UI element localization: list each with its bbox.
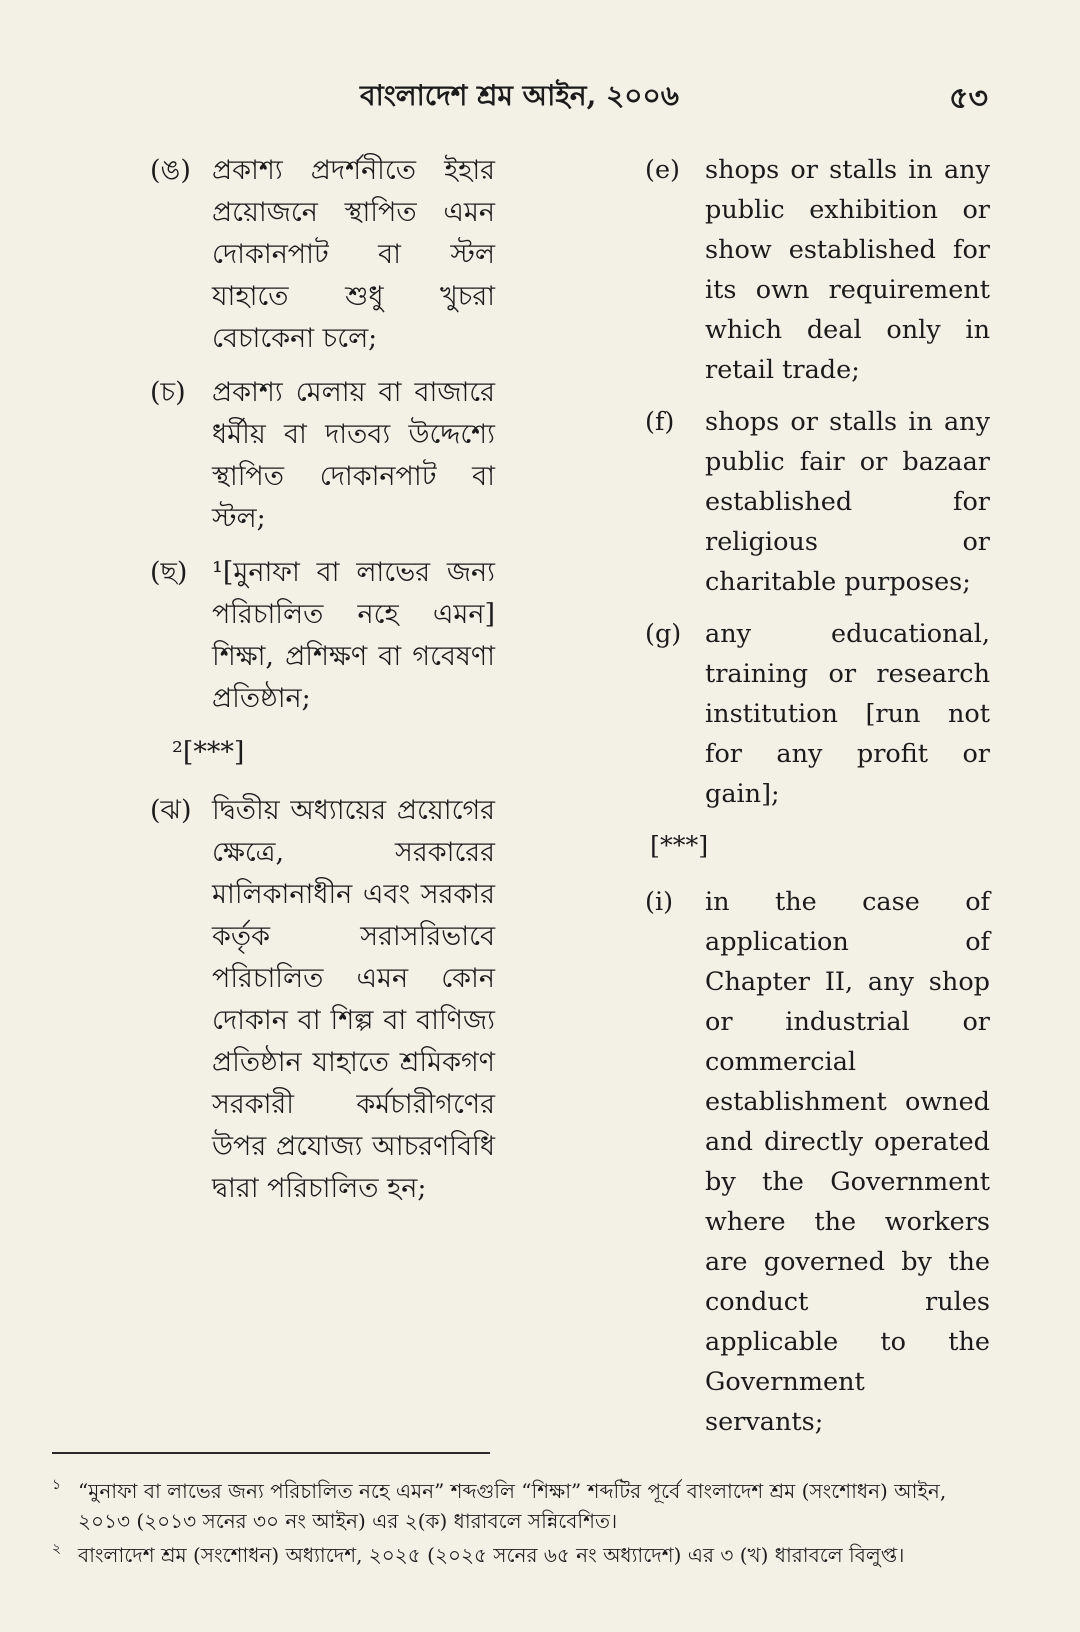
page-header [0,74,1080,118]
omitted-clause-en: [***] [650,831,709,861]
clause-text: shops or stalls in any public exhibition or show established for its own requirement which deal only in retail trade; [705,155,990,385]
footnote-text: বাংলাদেশ শ্রম (সংশোধন) অধ্যাদেশ, ২০২৫ (২০২৫ সনের ৬৫ নং অধ্যাদেশ) এর ৩ (খ) ধারাবলে বিলুপ্ত। [78,1543,905,1567]
page-number: ৫৩ [949,81,988,116]
clause-bn-i [150,790,495,1210]
clause-label: (i) [645,887,674,917]
clause-label: (g) [645,619,682,649]
clause-bn-e [150,150,495,360]
clause-en-i [645,882,990,1442]
clause-text: any educational, training or research institution [run not for any profit or gain]; [705,619,990,809]
clause-text: in the case of application of Chapter II, any shop or industrial or commercial establishment owned and directly operated by the Government where the workers are governed by the conduct rules applicable to the Government servants; [705,887,990,1437]
clause-label: (চ) [150,377,186,408]
clause-label: (f) [645,407,675,437]
clause-bn-f [150,372,495,540]
clause-en-g [645,614,990,814]
clause-text: ¹[মুনাফা বা লাভের জন্য পরিচালিত নহে এমন] শিক্ষা, প্রশিক্ষণ বা গবেষণা প্রতিষ্ঠান; [212,557,495,714]
clause-text: দ্বিতীয় অধ্যায়ের প্রয়োগের ক্ষেত্রে, সরকারের মালিকানাধীন এবং সরকার কর্তৃক সরাসরিভাবে পরিচালিত এমন কোন দোকান বা শিল্প বা বাণিজ্য প্রতিষ্ঠান যাহাতে শ্রমিকগণ সরকারী কর্মচারীগণের উপর প্রযোজ্য আচরণবিধি দ্বারা পরিচালিত হন; [212,795,495,1204]
clause-text: প্রকাশ্য প্রদর্শনীতে ইহার প্রয়োজনে স্থাপিত এমন দোকানপাট বা স্টল যাহাতে শুধু খুচরা বেচাকেনা চলে; [212,155,495,354]
running-title: বাংলাদেশ শ্রম আইন, ২০০৬ [360,79,679,112]
footnote-mark: ২ [52,1541,62,1557]
clause-label: (ঝ) [150,795,192,826]
clause-label: (e) [645,155,680,185]
footnote [52,1476,1002,1536]
clause-text: প্রকাশ্য মেলায় বা বাজারে ধর্মীয় বা দাতব্য উদ্দেশ্যে স্থাপিত দোকানপাট বা স্টল; [212,377,495,534]
footnote-mark: ১ [52,1477,62,1493]
clause-en-e [645,150,990,390]
footnote-divider [52,1452,490,1454]
bengali-column [150,150,495,1222]
footnote-text: “মুনাফা বা লাভের জন্য পরিচালিত নহে এমন” শব্দগুলি “শিক্ষা” শব্দটির পূর্বে বাংলাদেশ শ্রম (সংশোধন) আইন, ২০১৩ (২০১৩ সনের ৩০ নং আইন) এর ২(ক) ধারাবলে সন্নিবেশিত। [78,1479,947,1533]
clause-en-f [645,402,990,602]
clause-bn-g [150,552,495,720]
english-column [645,150,990,1454]
footnotes [52,1476,1002,1574]
clause-label: (ঙ) [150,155,191,186]
omitted-clause-bn: ²[***] [172,737,245,768]
clause-text: shops or stalls in any public fair or bazaar established for religious or charitable purposes; [705,407,990,597]
clause-label: (ছ) [150,557,188,588]
footnote [52,1540,1002,1570]
